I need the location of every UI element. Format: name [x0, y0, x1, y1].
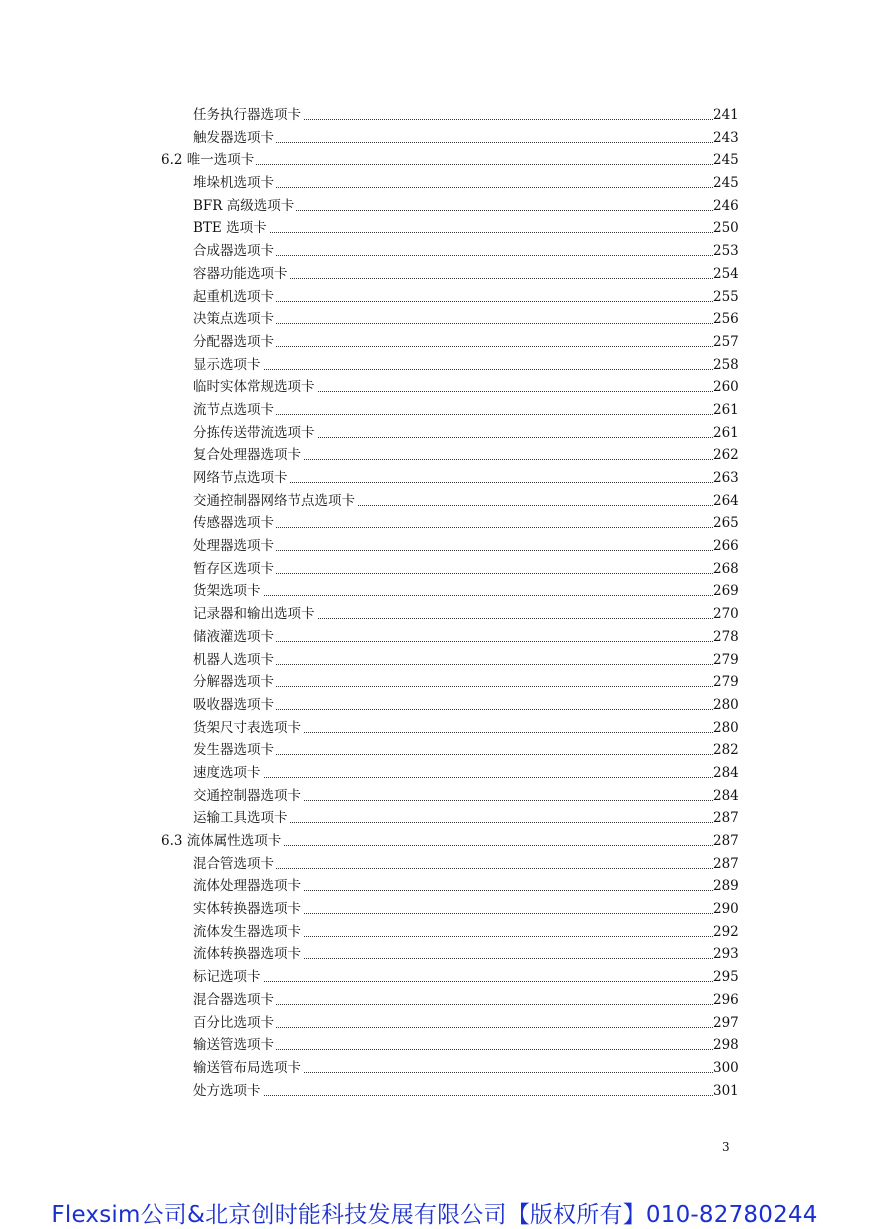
- toc-leader-dots: [193, 232, 713, 233]
- toc-entry[interactable]: [0, 966, 869, 989]
- toc-entry-title: 机器人选项卡: [193, 649, 276, 672]
- toc-entry-page: 284: [713, 762, 739, 785]
- toc-entry-title: 任务执行器选项卡: [193, 104, 303, 127]
- toc-entry-page: 255: [713, 286, 739, 309]
- toc-entry-title: 合成器选项卡: [193, 240, 276, 263]
- toc-entry[interactable]: [0, 286, 869, 309]
- toc-entry-page: 260: [713, 376, 739, 399]
- toc-entry[interactable]: [0, 739, 869, 762]
- toc-leader-dots: [193, 595, 713, 596]
- toc-entry[interactable]: [0, 1057, 869, 1080]
- toc-entry-page: 270: [713, 603, 739, 626]
- toc-entry[interactable]: [0, 694, 869, 717]
- toc-entry[interactable]: [0, 649, 869, 672]
- toc-entry[interactable]: [0, 1080, 869, 1103]
- toc-entry-page: 253: [713, 240, 739, 263]
- page-number: 3: [722, 1140, 730, 1154]
- toc-entry-page: 269: [713, 580, 739, 603]
- toc-entry[interactable]: [0, 943, 869, 966]
- toc-entry-title: 流体发生器选项卡: [193, 921, 303, 944]
- toc-leader-dots: [193, 777, 713, 778]
- toc-entry-page: 280: [713, 717, 739, 740]
- toc-entry[interactable]: [0, 535, 869, 558]
- toc-entry[interactable]: [0, 127, 869, 150]
- toc-entry[interactable]: [0, 807, 869, 830]
- toc-entry[interactable]: [0, 263, 869, 286]
- toc-entry-page: 257: [713, 331, 739, 354]
- toc-entry-page: 241: [713, 104, 739, 127]
- toc-entry[interactable]: [0, 172, 869, 195]
- toc-entry-page: 262: [713, 444, 739, 467]
- toc-entry-page: 261: [713, 422, 739, 445]
- toc-entry-page: 287: [713, 807, 739, 830]
- toc-entry-page: 282: [713, 739, 739, 762]
- toc-entry[interactable]: [0, 490, 869, 513]
- toc-leader-dots: [193, 369, 713, 370]
- toc-entry[interactable]: [0, 399, 869, 422]
- toc-entry-title: 传感器选项卡: [193, 512, 276, 535]
- table-of-contents: [0, 104, 869, 1102]
- toc-entry-title: 速度选项卡: [193, 762, 263, 785]
- toc-entry-page: 287: [713, 830, 739, 853]
- toc-entry[interactable]: [0, 1012, 869, 1035]
- toc-entry-title: 实体转换器选项卡: [193, 898, 303, 921]
- toc-entry-page: 293: [713, 943, 739, 966]
- copyright-footer: Flexsim公司&北京创时能科技发展有限公司【版权所有】010-82780244: [51, 1202, 818, 1228]
- toc-entry-page: 243: [713, 127, 739, 150]
- toc-entry-page: 250: [713, 217, 739, 240]
- toc-entry-title: 复合处理器选项卡: [193, 444, 303, 467]
- toc-entry-title: 分配器选项卡: [193, 331, 276, 354]
- toc-entry[interactable]: [0, 240, 869, 263]
- toc-leader-dots: [193, 981, 713, 982]
- toc-entry-title: 混合器选项卡: [193, 989, 276, 1012]
- toc-entry-title: 输送管布局选项卡: [193, 1057, 303, 1080]
- toc-entry-page: 245: [713, 149, 739, 172]
- toc-entry-title: 储液灌选项卡: [193, 626, 276, 649]
- toc-entry[interactable]: [0, 308, 869, 331]
- toc-entry[interactable]: [0, 467, 869, 490]
- toc-entry[interactable]: [0, 422, 869, 445]
- toc-entry-title: 混合管选项卡: [193, 853, 276, 876]
- toc-entry-page: 279: [713, 671, 739, 694]
- toc-entry-page: 264: [713, 490, 739, 513]
- toc-entry-page: 261: [713, 399, 739, 422]
- toc-entry-title: 运输工具选项卡: [193, 807, 290, 830]
- toc-entry-page: 265: [713, 512, 739, 535]
- toc-leader-dots: [193, 1095, 713, 1096]
- toc-entry[interactable]: [0, 762, 869, 785]
- toc-entry-title: 分解器选项卡: [193, 671, 276, 694]
- toc-entry-title: 决策点选项卡: [193, 308, 276, 331]
- toc-entry[interactable]: [0, 626, 869, 649]
- toc-entry-page: 268: [713, 558, 739, 581]
- toc-entry-page: 301: [713, 1080, 739, 1103]
- toc-entry-page: 254: [713, 263, 739, 286]
- toc-entry-title: BTE 选项卡: [193, 217, 269, 240]
- toc-entry-page: 284: [713, 785, 739, 808]
- toc-entry-title: 处方选项卡: [193, 1080, 263, 1103]
- toc-entry-title: 交通控制器网络节点选项卡: [193, 490, 357, 513]
- toc-entry-title: 分拣传送带流选项卡: [193, 422, 317, 445]
- toc-entry[interactable]: [0, 898, 869, 921]
- toc-entry[interactable]: [0, 104, 869, 127]
- toc-entry-title: 标记选项卡: [193, 966, 263, 989]
- toc-entry-title: 发生器选项卡: [193, 739, 276, 762]
- toc-entry[interactable]: [0, 331, 869, 354]
- toc-entry[interactable]: [0, 989, 869, 1012]
- toc-entry[interactable]: [0, 512, 869, 535]
- toc-entry[interactable]: [0, 580, 869, 603]
- toc-entry-title: 吸收器选项卡: [193, 694, 276, 717]
- toc-entry-page: 280: [713, 694, 739, 717]
- toc-entry-title: 输送管选项卡: [193, 1034, 276, 1057]
- toc-entry-title: BFR 高级选项卡: [193, 195, 296, 218]
- toc-entry-title: 货架尺寸表选项卡: [193, 717, 303, 740]
- toc-entry-title: 显示选项卡: [193, 354, 263, 377]
- toc-entry[interactable]: [0, 1034, 869, 1057]
- toc-entry-page: 289: [713, 875, 739, 898]
- toc-entry-page: 292: [713, 921, 739, 944]
- toc-section-entry[interactable]: [0, 830, 869, 853]
- toc-entry-title: 流节点选项卡: [193, 399, 276, 422]
- toc-entry[interactable]: [0, 603, 869, 626]
- toc-entry[interactable]: [0, 717, 869, 740]
- toc-entry-page: 279: [713, 649, 739, 672]
- toc-entry-title: 6.3 流体属性选项卡: [161, 830, 283, 853]
- toc-entry[interactable]: [0, 444, 869, 467]
- toc-entry-page: 290: [713, 898, 739, 921]
- toc-entry-page: 266: [713, 535, 739, 558]
- toc-entry-title: 临时实体常规选项卡: [193, 376, 317, 399]
- toc-entry-page: 258: [713, 354, 739, 377]
- toc-entry-title: 触发器选项卡: [193, 127, 276, 150]
- toc-entry[interactable]: [0, 785, 869, 808]
- toc-entry-title: 处理器选项卡: [193, 535, 276, 558]
- toc-entry[interactable]: [0, 354, 869, 377]
- toc-entry-title: 货架选项卡: [193, 580, 263, 603]
- toc-entry-title: 交通控制器选项卡: [193, 785, 303, 808]
- toc-entry[interactable]: [0, 558, 869, 581]
- toc-entry-page: 246: [713, 195, 739, 218]
- toc-entry[interactable]: [0, 671, 869, 694]
- toc-entry-title: 百分比选项卡: [193, 1012, 276, 1035]
- toc-entry[interactable]: [0, 853, 869, 876]
- toc-section-entry[interactable]: [0, 149, 869, 172]
- toc-entry-title: 起重机选项卡: [193, 286, 276, 309]
- toc-entry-title: 6.2 唯一选项卡: [161, 149, 256, 172]
- toc-entry-page: 256: [713, 308, 739, 331]
- toc-entry-title: 流体处理器选项卡: [193, 875, 303, 898]
- toc-entry-page: 296: [713, 989, 739, 1012]
- toc-entry[interactable]: [0, 376, 869, 399]
- toc-entry-title: 容器功能选项卡: [193, 263, 290, 286]
- toc-entry-page: 278: [713, 626, 739, 649]
- toc-entry[interactable]: [0, 217, 869, 240]
- toc-entry-page: 245: [713, 172, 739, 195]
- toc-entry-page: 287: [713, 853, 739, 876]
- toc-entry-page: 295: [713, 966, 739, 989]
- toc-entry[interactable]: [0, 921, 869, 944]
- toc-entry-page: 263: [713, 467, 739, 490]
- toc-entry[interactable]: [0, 875, 869, 898]
- toc-entry-page: 297: [713, 1012, 739, 1035]
- toc-entry-page: 300: [713, 1057, 739, 1080]
- toc-entry-title: 流体转换器选项卡: [193, 943, 303, 966]
- toc-entry-title: 记录器和输出选项卡: [193, 603, 317, 626]
- toc-entry-title: 暂存区选项卡: [193, 558, 276, 581]
- toc-entry-title: 堆垛机选项卡: [193, 172, 276, 195]
- toc-entry[interactable]: [0, 195, 869, 218]
- toc-entry-page: 298: [713, 1034, 739, 1057]
- toc-entry-title: 网络节点选项卡: [193, 467, 290, 490]
